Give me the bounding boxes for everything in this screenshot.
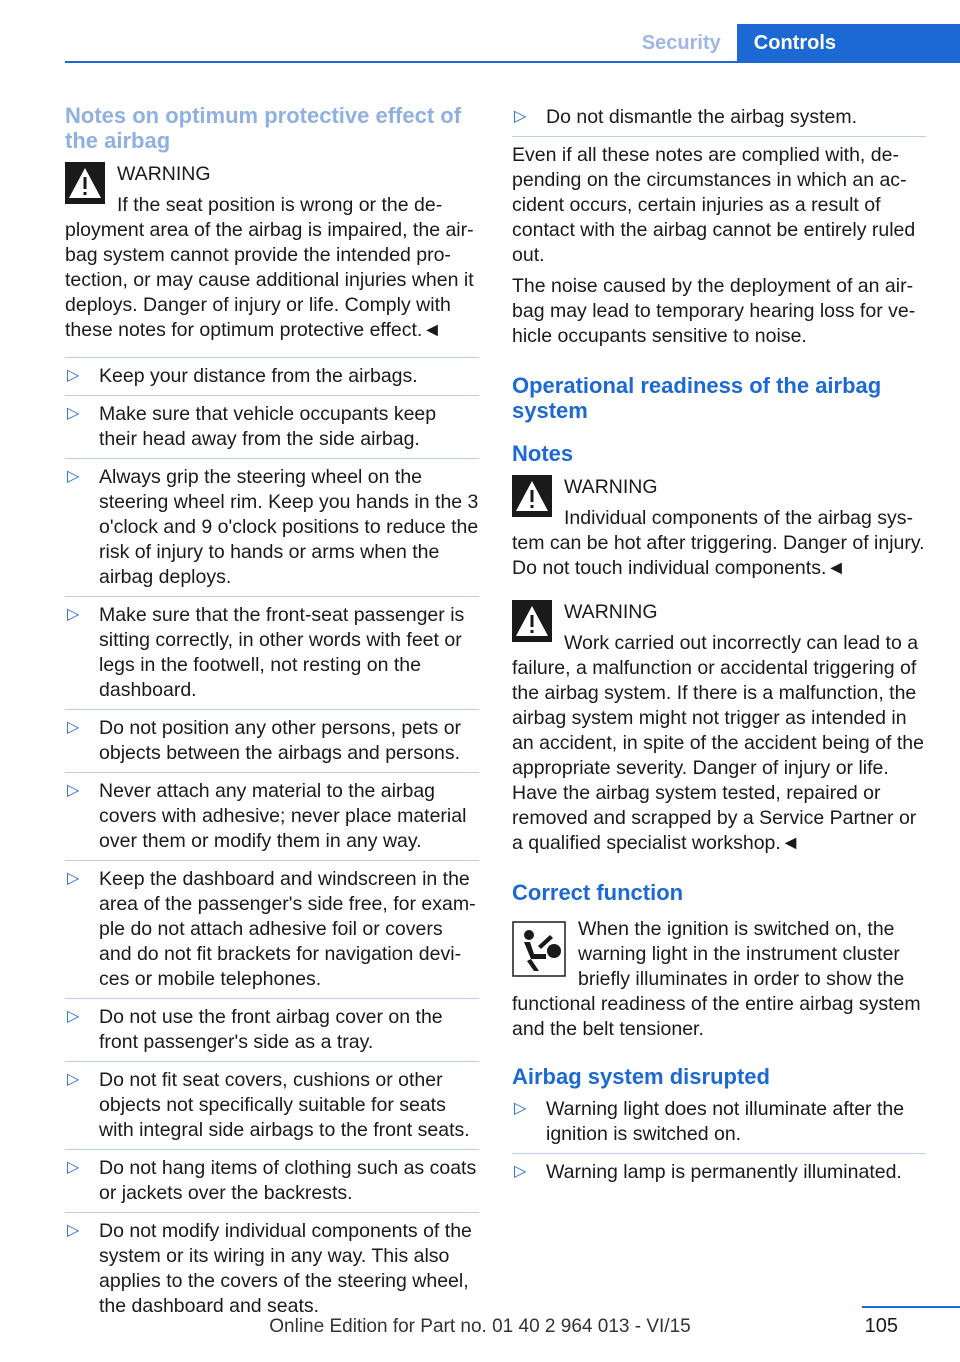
airbag-warning-light-icon (512, 921, 566, 977)
triangle-bullet-icon: ▷ (514, 1100, 527, 1117)
triangle-bullet-icon: ▷ (67, 468, 80, 485)
subsection-heading: Notes (512, 441, 574, 466)
end-marker: ◄ (826, 557, 846, 579)
list-item: ▷ Do not modify individual components of the system or its wiring in any way. This also applies to the covers of the steering wheel, the dashboard and seats. (67, 1220, 472, 1317)
warning-block (512, 600, 926, 856)
correct-function-block (512, 917, 926, 1042)
list-item: ▷ Do not use the front airbag cover on the front passenger's side as a tray. (65, 999, 479, 1062)
list-item: ▷ Keep your distance from the airbags. (65, 358, 479, 396)
section-heading: Correct function (512, 880, 684, 905)
triangle-bullet-icon: ▷ (67, 405, 80, 422)
warning-title: WARNING (117, 163, 211, 185)
list-item: ▷ Warning lamp is permanently illuminated. (514, 1161, 902, 1183)
triangle-bullet-icon: ▷ (514, 108, 527, 125)
list-item: ▷ Make sure that the front-seat passenger is sitting correctly, in other words with feet or legs in the footwell, not resting on the dashboard. (65, 597, 479, 710)
list-item: ▷ Do not hang items of clothing such as coats or jackets over the backrests. (65, 1150, 479, 1213)
chapter-tabs (626, 24, 960, 62)
end-marker: ◄ (780, 832, 801, 854)
section-heading: Airbag system disrupted (512, 1064, 770, 1089)
list-item: ▷ Never attach any material to the airbag covers with adhesive; never place material over them or modify them in any way. (65, 773, 479, 861)
warning-text: Work carried out incorrectly can lead to a failure, a malfunction or accidental triggering of the airbag system. If there is a malfunction, the airbag system might not trigger as intended in an accident, in spite of the accident being of the appropriate severity. Danger of injury or life. Have the airbag system tested, repaired or removed and scrapped by a Service Partner or a qualified specialist workshop. (512, 632, 924, 854)
warning-title: WARNING (564, 476, 658, 498)
right-column (512, 103, 926, 1191)
warning-block (512, 475, 926, 581)
triangle-bullet-icon: ▷ (514, 1163, 527, 1180)
bullet-list (65, 357, 479, 1325)
tab-security[interactable]: Security (641, 32, 721, 54)
triangle-bullet-icon: ▷ (67, 367, 80, 384)
list-item: ▷ Make sure that vehicle occupants keep their head away from the side airbag. (65, 396, 479, 459)
page-number-rule (862, 1306, 960, 1308)
triangle-bullet-icon: ▷ (67, 719, 80, 736)
warning-block (65, 162, 479, 343)
warning-title: WARNING (564, 601, 658, 623)
section-heading: Operational readiness of the airbag system (512, 373, 882, 423)
warning-triangle-icon (65, 162, 105, 204)
tab-controls[interactable]: Controls (737, 24, 960, 62)
triangle-bullet-icon: ▷ (67, 782, 80, 799)
warning-text: If the seat position is wrong or the deployment area of the airbag is impaired, the airbag system cannot provide the intended protection, or may cause additional injuries when it deploys. Danger of injury or life. Comply with these notes for optimum protective effect. (65, 194, 474, 341)
list-item: ▷ Do not position any other persons, pets or objects between the airbags and persons. (65, 710, 479, 773)
paragraph: Even if all these notes are complied with, depending on the circumstances in which an accident occurs, certain injuries as a result of contact with the airbag cannot be entirely ruled out. (512, 144, 916, 266)
warning-text: Individual components of the airbag system can be hot after triggering. Danger of injury. Do not touch individual components. (512, 507, 925, 579)
warning-triangle-icon (512, 600, 552, 642)
triangle-bullet-icon: ▷ (67, 870, 80, 887)
page-number: 105 (864, 1315, 898, 1337)
bullet-list (512, 1095, 926, 1191)
end-marker: ◄ (422, 319, 442, 341)
section-heading: Notes on optimum protective effect of the airbag (65, 103, 462, 153)
list-item: ▷ Always grip the steering wheel on the steering wheel rim. Keep you hands in the 3 o'clock and 9 o'clock positions to reduce the risk of injury to hands or arms when the airbag deploys. (65, 459, 479, 597)
triangle-bullet-icon: ▷ (67, 1159, 80, 1176)
left-column (65, 103, 479, 1325)
correct-function-text: When the ignition is switched on, the warning light in the instrument cluster briefly illuminates in order to show the functional readiness of the entire airbag system and the belt tensioner. (512, 918, 921, 1040)
list-item: ▷ Do not fit seat covers, cushions or other objects not specifically suitable for seats with integral side airbags to the front seats. (65, 1062, 479, 1150)
header-rule (65, 61, 960, 63)
triangle-bullet-icon: ▷ (67, 1071, 80, 1088)
paragraph: The noise caused by the deployment of an airbag may lead to temporary hearing loss for vehicle occupants sensitive to noise. (512, 275, 916, 347)
triangle-bullet-icon: ▷ (67, 1008, 80, 1025)
list-item: ▷ Warning light does not illuminate after the ignition is switched on. (512, 1095, 926, 1154)
list-item: ▷ Keep the dashboard and windscreen in the area of the passenger's side free, for example do not attach adhesive foil or covers and do not fit brackets for navigation devices or mobile telephones. (65, 861, 479, 999)
edition-footer: Online Edition for Part no. 01 40 2 964 013 - VI/15 (269, 1316, 691, 1337)
bullet-list (512, 103, 926, 137)
list-item: ▷ Do not dismantle the airbag system. (512, 103, 926, 137)
triangle-bullet-icon: ▷ (67, 1222, 80, 1239)
triangle-bullet-icon: ▷ (67, 606, 80, 623)
warning-triangle-icon (512, 475, 552, 517)
